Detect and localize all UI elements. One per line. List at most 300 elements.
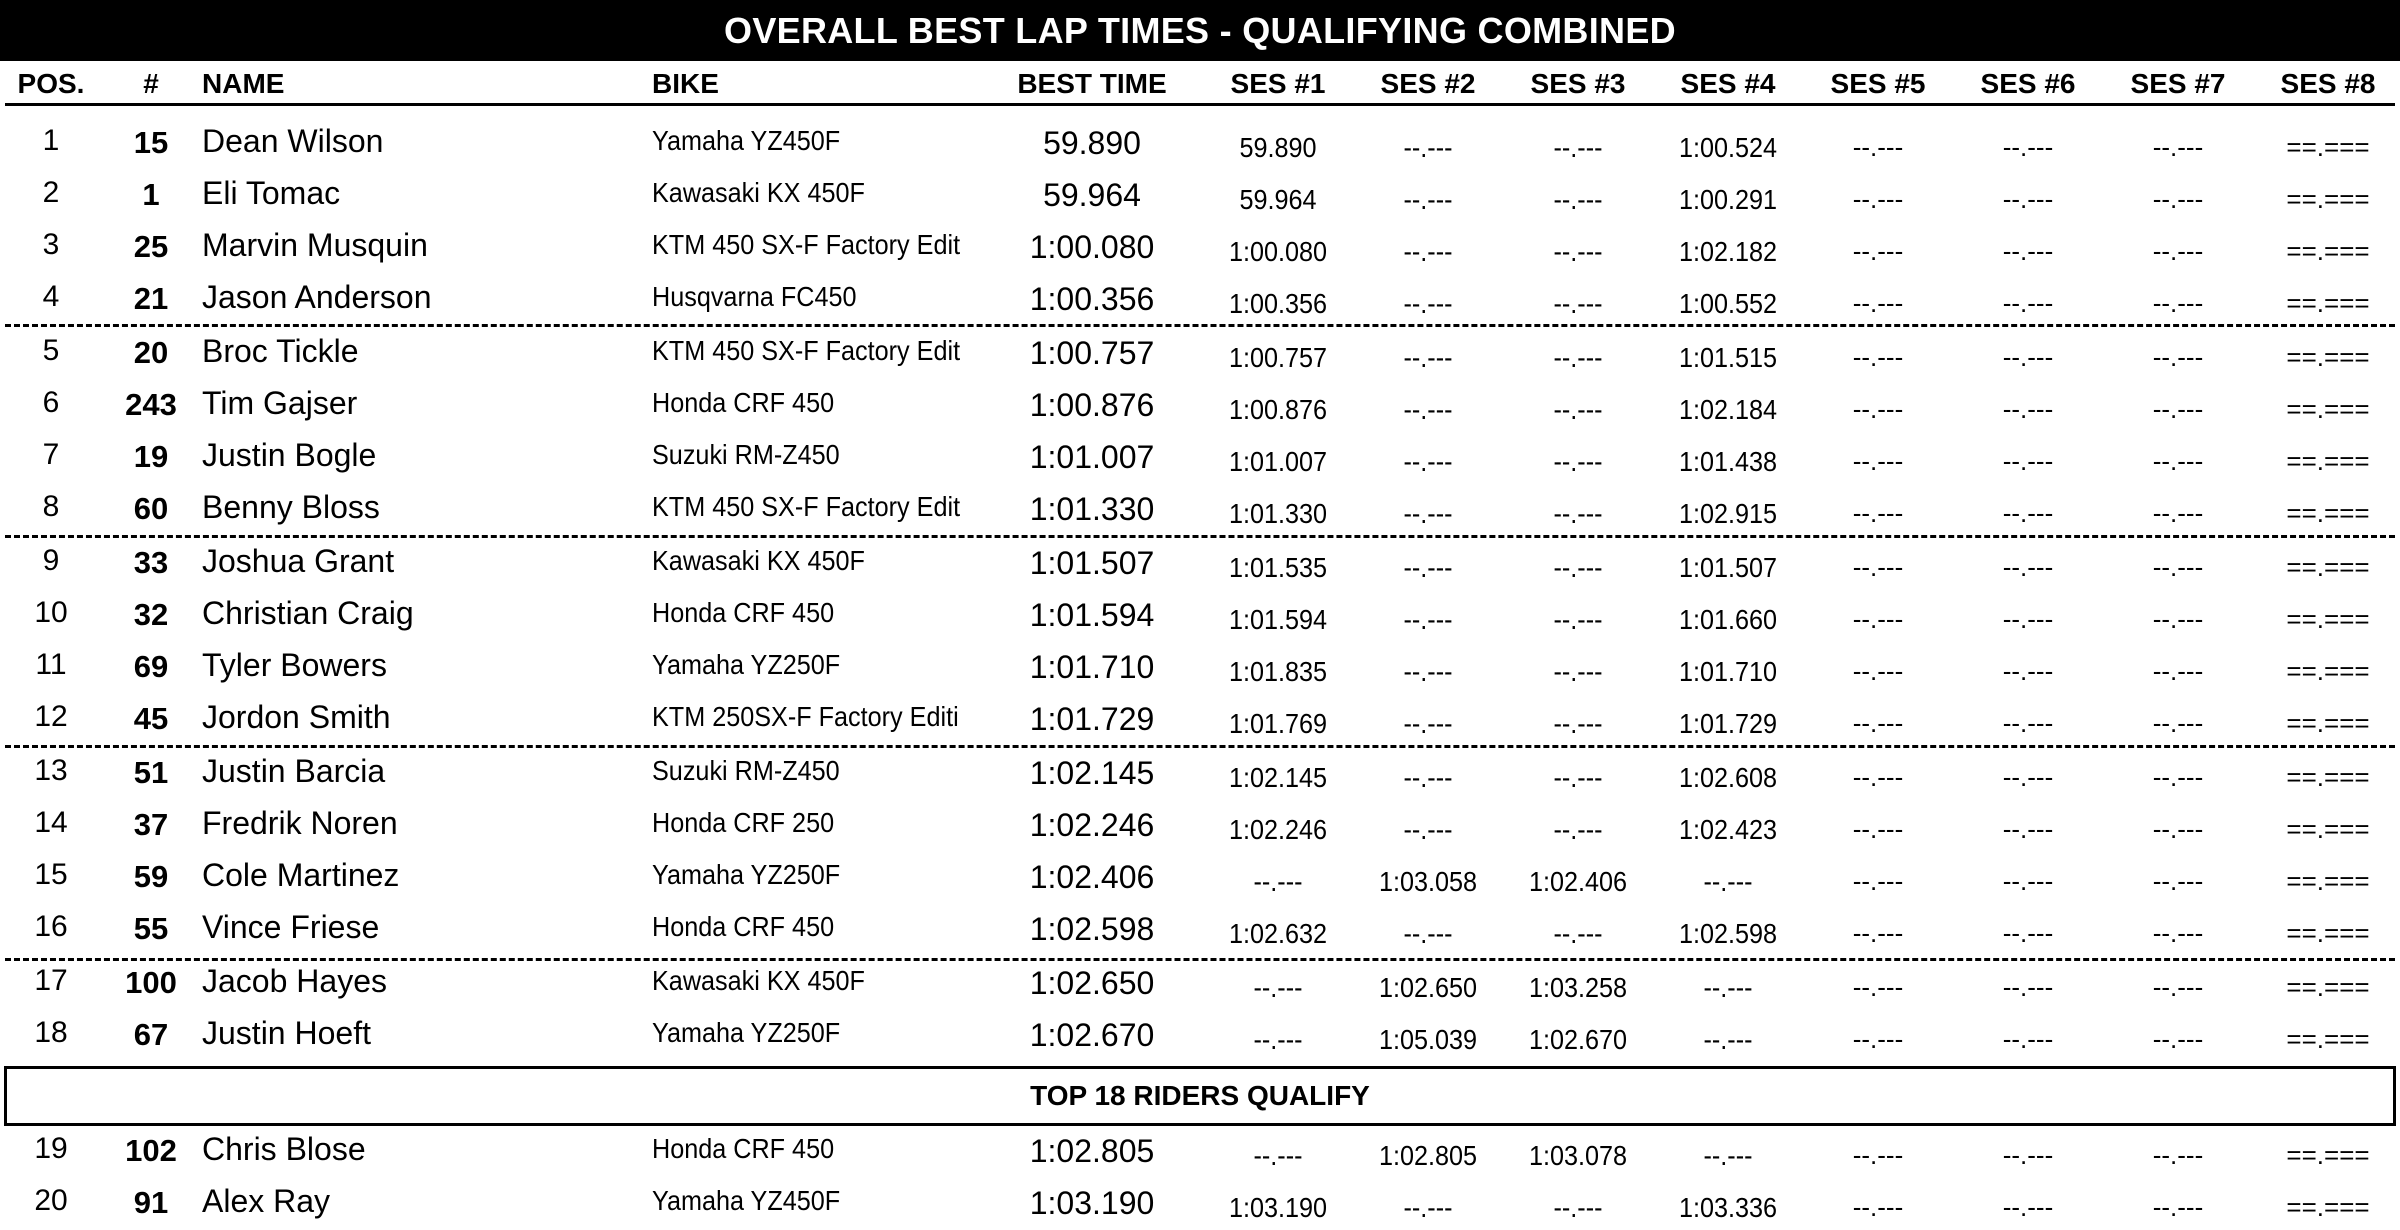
ses7-cell: --.--- (2152, 342, 2204, 372)
table-row (0, 1010, 2400, 1062)
group-separator (5, 535, 2395, 538)
position-cell: 3 (42, 228, 60, 261)
ses3-cell: --.--- (1553, 394, 1603, 425)
ses8-cell: ==.=== (2286, 866, 2370, 896)
ses2-cell: 1:02.650 (1378, 972, 1478, 1003)
ses8-cell: ==.=== (2286, 708, 2370, 738)
position-cell: 2 (42, 176, 60, 209)
col-header-best-time: BEST TIME (1017, 68, 1167, 99)
rider-number-cell: 21 (133, 281, 169, 316)
rider-number-cell: 100 (125, 965, 177, 1000)
ses6-cell: --.--- (2002, 552, 2054, 582)
ses1-cell: 1:00.876 (1228, 394, 1328, 425)
bike-cell: KTM 450 SX-F Factory Edit (652, 229, 961, 260)
rider-name-cell: Jacob Hayes (202, 963, 387, 999)
rider-name-cell: Dean Wilson (202, 123, 384, 159)
ses7-cell: --.--- (2152, 184, 2204, 214)
col-header-name: NAME (202, 68, 285, 99)
table-row (0, 800, 2400, 852)
ses7-cell: --.--- (2152, 762, 2204, 792)
ses5-cell: --.--- (1852, 918, 1904, 948)
ses8-cell: ==.=== (2286, 972, 2370, 1002)
ses4-cell: --.--- (1703, 866, 1753, 897)
rider-number-cell: 243 (125, 387, 177, 422)
ses3-cell: --.--- (1553, 762, 1603, 793)
table-row (0, 642, 2400, 694)
table-row (0, 1178, 2400, 1230)
ses2-cell: --.--- (1403, 184, 1453, 215)
ses8-cell: ==.=== (2286, 1192, 2370, 1222)
ses5-cell: --.--- (1852, 236, 1904, 266)
ses4-cell: 1:01.710 (1678, 656, 1778, 687)
ses7-cell: --.--- (2152, 236, 2204, 266)
ses5-cell: --.--- (1852, 866, 1904, 896)
ses5-cell: --.--- (1852, 1140, 1904, 1170)
best-time-cell: 1:02.246 (1029, 807, 1155, 843)
col-header-ses1: SES #1 (1230, 68, 1326, 99)
ses6-cell: --.--- (2002, 498, 2054, 528)
best-time-cell: 1:02.406 (1029, 859, 1155, 895)
position-cell: 10 (34, 596, 68, 629)
best-time-cell: 1:01.330 (1029, 491, 1155, 527)
ses8-cell: ==.=== (2286, 132, 2370, 162)
table-row (0, 1126, 2400, 1178)
bike-cell: Suzuki RM-Z450 (652, 755, 840, 786)
ses1-cell: 59.964 (1239, 184, 1317, 215)
table-row (0, 170, 2400, 222)
group-separator (5, 324, 2395, 327)
bike-cell: KTM 450 SX-F Factory Edit (652, 335, 961, 366)
ses6-cell: --.--- (2002, 972, 2054, 1002)
group-separator (5, 958, 2395, 961)
ses4-cell: --.--- (1703, 972, 1753, 1003)
ses7-cell: --.--- (2152, 552, 2204, 582)
ses3-cell: --.--- (1553, 236, 1603, 267)
rider-number-cell: 32 (133, 597, 169, 632)
ses4-cell: 1:01.515 (1678, 342, 1778, 373)
ses8-cell: ==.=== (2286, 814, 2370, 844)
ses2-cell: --.--- (1403, 814, 1453, 845)
ses2-cell: --.--- (1403, 762, 1453, 793)
best-time-cell: 1:00.080 (1029, 229, 1155, 265)
ses8-cell: ==.=== (2286, 762, 2370, 792)
rider-number-cell: 1 (142, 177, 160, 212)
ses4-cell: --.--- (1703, 1140, 1753, 1171)
bike-cell: Honda CRF 450 (652, 387, 835, 418)
col-header-ses5: SES #5 (1830, 68, 1926, 99)
ses5-cell: --.--- (1852, 288, 1904, 318)
rider-number-cell: 37 (133, 807, 169, 842)
col-header-ses8: SES #8 (2280, 68, 2376, 99)
position-cell: 5 (42, 334, 60, 367)
rider-name-cell: Justin Barcia (202, 753, 386, 789)
ses5-cell: --.--- (1852, 498, 1904, 528)
table-row (0, 274, 2400, 326)
rider-name-cell: Benny Bloss (202, 489, 380, 525)
col-header-pos: POS. (17, 68, 85, 99)
rider-number-cell: 45 (133, 701, 169, 736)
ses6-cell: --.--- (2002, 814, 2054, 844)
best-time-cell: 1:01.729 (1029, 701, 1155, 737)
position-cell: 6 (42, 386, 60, 419)
ses4-cell: 1:02.608 (1678, 762, 1778, 793)
ses8-cell: ==.=== (2286, 184, 2370, 214)
position-cell: 13 (34, 754, 68, 787)
ses1-cell: 1:01.835 (1228, 656, 1328, 687)
ses2-cell: --.--- (1403, 1192, 1453, 1223)
position-cell: 15 (34, 858, 68, 891)
ses6-cell: --.--- (2002, 918, 2054, 948)
table-header (0, 64, 2400, 104)
ses3-cell: --.--- (1553, 604, 1603, 635)
rider-number-cell: 20 (133, 335, 169, 370)
rider-name-cell: Fredrik Noren (202, 805, 398, 841)
bike-cell: Yamaha YZ250F (652, 649, 841, 680)
bike-cell: Honda CRF 450 (652, 1133, 835, 1164)
ses6-cell: --.--- (2002, 342, 2054, 372)
ses3-cell: --.--- (1553, 446, 1603, 477)
rider-name-cell: Broc Tickle (202, 333, 359, 369)
rider-name-cell: Cole Martinez (202, 857, 400, 893)
bike-cell: Kawasaki KX 450F (652, 545, 865, 576)
ses5-cell: --.--- (1852, 1192, 1904, 1222)
rider-name-cell: Marvin Musquin (202, 227, 428, 263)
ses7-cell: --.--- (2152, 288, 2204, 318)
ses3-cell: --.--- (1553, 184, 1603, 215)
ses5-cell: --.--- (1852, 394, 1904, 424)
rider-name-cell: Justin Hoeft (202, 1015, 371, 1051)
ses5-cell: --.--- (1852, 342, 1904, 372)
ses7-cell: --.--- (2152, 866, 2204, 896)
ses7-cell: --.--- (2152, 918, 2204, 948)
table-row (0, 904, 2400, 956)
position-cell: 9 (42, 544, 60, 577)
best-time-cell: 59.890 (1043, 125, 1141, 161)
ses7-cell: --.--- (2152, 132, 2204, 162)
ses1-cell: 1:01.007 (1228, 446, 1328, 477)
ses5-cell: --.--- (1852, 132, 1904, 162)
bike-cell: KTM 450 SX-F Factory Edit (652, 491, 961, 522)
ses2-cell: 1:05.039 (1378, 1024, 1478, 1055)
position-cell: 17 (34, 964, 68, 997)
ses7-cell: --.--- (2152, 814, 2204, 844)
ses6-cell: --.--- (2002, 762, 2054, 792)
ses8-cell: ==.=== (2286, 236, 2370, 266)
ses2-cell: --.--- (1403, 656, 1453, 687)
ses1-cell: --.--- (1253, 866, 1303, 897)
rider-number-cell: 59 (133, 859, 169, 894)
ses1-cell: 1:02.145 (1228, 762, 1328, 793)
bike-cell: Honda CRF 450 (652, 597, 835, 628)
ses8-cell: ==.=== (2286, 288, 2370, 318)
ses3-cell: --.--- (1553, 918, 1603, 949)
ses8-cell: ==.=== (2286, 656, 2370, 686)
bike-cell: Honda CRF 450 (652, 911, 835, 942)
rider-name-cell: Jason Anderson (202, 279, 432, 315)
ses2-cell: --.--- (1403, 918, 1453, 949)
ses4-cell: 1:01.438 (1678, 446, 1778, 477)
ses6-cell: --.--- (2002, 184, 2054, 214)
ses5-cell: --.--- (1852, 708, 1904, 738)
col-header-ses6: SES #6 (1980, 68, 2076, 99)
table-row (0, 118, 2400, 170)
best-time-cell: 1:00.757 (1029, 335, 1155, 371)
best-time-cell: 1:02.145 (1029, 755, 1155, 791)
ses4-cell: 1:01.507 (1678, 552, 1778, 583)
best-time-cell: 1:00.876 (1029, 387, 1155, 423)
ses6-cell: --.--- (2002, 1024, 2054, 1054)
ses7-cell: --.--- (2152, 708, 2204, 738)
ses4-cell: 1:01.660 (1678, 604, 1778, 635)
ses2-cell: --.--- (1403, 394, 1453, 425)
ses6-cell: --.--- (2002, 288, 2054, 318)
table-row (0, 484, 2400, 536)
ses1-cell: 1:02.632 (1228, 918, 1328, 949)
ses7-cell: --.--- (2152, 1140, 2204, 1170)
best-time-cell: 1:01.594 (1029, 597, 1155, 633)
rider-number-cell: 55 (133, 911, 169, 946)
ses5-cell: --.--- (1852, 814, 1904, 844)
rider-number-cell: 60 (133, 491, 169, 526)
ses7-cell: --.--- (2152, 656, 2204, 686)
ses2-cell: --.--- (1403, 236, 1453, 267)
ses1-cell: 1:02.246 (1228, 814, 1328, 845)
rider-number-cell: 69 (133, 649, 169, 684)
ses1-cell: --.--- (1253, 1140, 1303, 1171)
col-header-ses7: SES #7 (2130, 68, 2226, 99)
table-row (0, 694, 2400, 746)
position-cell: 19 (34, 1132, 68, 1165)
ses8-cell: ==.=== (2286, 918, 2370, 948)
rider-name-cell: Christian Craig (202, 595, 414, 631)
position-cell: 12 (34, 700, 68, 733)
ses5-cell: --.--- (1852, 972, 1904, 1002)
bike-cell: Husqvarna FC450 (652, 281, 857, 312)
position-cell: 4 (42, 280, 60, 313)
ses1-cell: 1:00.356 (1228, 288, 1328, 319)
ses1-cell: --.--- (1253, 1024, 1303, 1055)
position-cell: 8 (42, 490, 60, 523)
rider-number-cell: 102 (125, 1133, 177, 1168)
bike-cell: Kawasaki KX 450F (652, 177, 865, 208)
position-cell: 1 (42, 124, 60, 157)
ses4-cell: 1:00.552 (1678, 288, 1778, 319)
table-row (0, 328, 2400, 380)
rider-name-cell: Tim Gajser (202, 385, 358, 421)
ses4-cell: 1:00.524 (1678, 132, 1778, 163)
ses2-cell: --.--- (1403, 498, 1453, 529)
ses4-cell: 1:02.915 (1678, 498, 1778, 529)
best-time-cell: 1:02.598 (1029, 911, 1155, 947)
best-time-cell: 1:02.805 (1029, 1133, 1155, 1169)
best-time-cell: 59.964 (1043, 177, 1141, 213)
page-title: OVERALL BEST LAP TIMES - QUALIFYING COMBINED (0, 0, 2400, 61)
ses2-cell: --.--- (1403, 132, 1453, 163)
ses2-cell: --.--- (1403, 288, 1453, 319)
rider-number-cell: 15 (133, 125, 169, 160)
rider-name-cell: Tyler Bowers (202, 647, 387, 683)
table-row (0, 852, 2400, 904)
table-row (0, 538, 2400, 590)
ses8-cell: ==.=== (2286, 498, 2370, 528)
ses1-cell: 1:01.330 (1228, 498, 1328, 529)
ses4-cell: 1:01.729 (1678, 708, 1778, 739)
best-time-cell: 1:00.356 (1029, 281, 1155, 317)
position-cell: 14 (34, 806, 68, 839)
rider-name-cell: Joshua Grant (202, 543, 395, 579)
ses3-cell: 1:03.258 (1528, 972, 1628, 1003)
qualify-cutoff-banner: TOP 18 RIDERS QUALIFY (4, 1066, 2396, 1126)
ses3-cell: 1:02.406 (1528, 866, 1628, 897)
table-row (0, 432, 2400, 484)
ses8-cell: ==.=== (2286, 394, 2370, 424)
table-row (0, 958, 2400, 1010)
ses3-cell: --.--- (1553, 288, 1603, 319)
group-separator (5, 745, 2395, 748)
ses7-cell: --.--- (2152, 446, 2204, 476)
ses1-cell: 1:00.757 (1228, 342, 1328, 373)
ses8-cell: ==.=== (2286, 1140, 2370, 1170)
bike-cell: Kawasaki KX 450F (652, 965, 865, 996)
rider-number-cell: 33 (133, 545, 169, 580)
rider-name-cell: Eli Tomac (202, 175, 341, 211)
ses1-cell: 1:01.535 (1228, 552, 1328, 583)
ses5-cell: --.--- (1852, 446, 1904, 476)
ses6-cell: --.--- (2002, 446, 2054, 476)
rider-name-cell: Alex Ray (202, 1183, 331, 1219)
ses1-cell: 59.890 (1239, 132, 1317, 163)
ses6-cell: --.--- (2002, 1140, 2054, 1170)
col-header-ses2: SES #2 (1380, 68, 1476, 99)
rider-name-cell: Chris Blose (202, 1131, 366, 1167)
ses6-cell: --.--- (2002, 132, 2054, 162)
ses7-cell: --.--- (2152, 604, 2204, 634)
ses4-cell: 1:03.336 (1678, 1192, 1778, 1223)
best-time-cell: 1:02.670 (1029, 1017, 1155, 1053)
ses5-cell: --.--- (1852, 604, 1904, 634)
best-time-cell: 1:03.190 (1029, 1185, 1155, 1221)
rider-name-cell: Vince Friese (202, 909, 380, 945)
ses4-cell: 1:00.291 (1678, 184, 1778, 215)
rider-name-cell: Justin Bogle (202, 437, 377, 473)
ses7-cell: --.--- (2152, 972, 2204, 1002)
ses1-cell: 1:03.190 (1228, 1192, 1328, 1223)
rider-number-cell: 91 (133, 1185, 169, 1220)
best-time-cell: 1:02.650 (1029, 965, 1155, 1001)
ses4-cell: 1:02.182 (1678, 236, 1778, 267)
table-row (0, 748, 2400, 800)
ses5-cell: --.--- (1852, 1024, 1904, 1054)
col-header-ses4: SES #4 (1680, 68, 1776, 99)
ses6-cell: --.--- (2002, 656, 2054, 686)
col-header-ses3: SES #3 (1530, 68, 1626, 99)
ses7-cell: --.--- (2152, 1192, 2204, 1222)
best-time-cell: 1:01.007 (1029, 439, 1155, 475)
ses2-cell: --.--- (1403, 552, 1453, 583)
best-time-cell: 1:01.710 (1029, 649, 1155, 685)
ses6-cell: --.--- (2002, 708, 2054, 738)
ses3-cell: --.--- (1553, 552, 1603, 583)
ses3-cell: --.--- (1553, 498, 1603, 529)
ses7-cell: --.--- (2152, 1024, 2204, 1054)
ses8-cell: ==.=== (2286, 604, 2370, 634)
ses8-cell: ==.=== (2286, 1024, 2370, 1054)
position-cell: 7 (42, 438, 60, 471)
ses1-cell: --.--- (1253, 972, 1303, 1003)
ses1-cell: 1:01.769 (1228, 708, 1328, 739)
ses3-cell: 1:02.670 (1528, 1024, 1628, 1055)
table-row (0, 380, 2400, 432)
bike-cell: Yamaha YZ250F (652, 1017, 841, 1048)
position-cell: 20 (34, 1184, 68, 1217)
col-header-number: # (143, 68, 159, 99)
ses1-cell: 1:01.594 (1228, 604, 1328, 635)
ses1-cell: 1:00.080 (1228, 236, 1328, 267)
bike-cell: KTM 250SX-F Factory Editi (652, 701, 959, 732)
bike-cell: Honda CRF 250 (652, 807, 835, 838)
bike-cell: Yamaha YZ450F (652, 1185, 841, 1216)
ses3-cell: --.--- (1553, 656, 1603, 687)
rider-name-cell: Jordon Smith (202, 699, 391, 735)
ses3-cell: --.--- (1553, 132, 1603, 163)
position-cell: 11 (35, 648, 67, 681)
ses5-cell: --.--- (1852, 552, 1904, 582)
table-row (0, 590, 2400, 642)
ses4-cell: 1:02.423 (1678, 814, 1778, 845)
ses5-cell: --.--- (1852, 656, 1904, 686)
rider-number-cell: 67 (133, 1017, 169, 1052)
ses4-cell: 1:02.598 (1678, 918, 1778, 949)
ses2-cell: --.--- (1403, 446, 1453, 477)
ses5-cell: --.--- (1852, 762, 1904, 792)
ses2-cell: --.--- (1403, 708, 1453, 739)
col-header-bike: BIKE (652, 68, 719, 99)
ses8-cell: ==.=== (2286, 342, 2370, 372)
ses6-cell: --.--- (2002, 236, 2054, 266)
best-time-cell: 1:01.507 (1029, 545, 1155, 581)
ses6-cell: --.--- (2002, 1192, 2054, 1222)
rider-number-cell: 19 (133, 439, 169, 474)
ses4-cell: --.--- (1703, 1024, 1753, 1055)
rider-number-cell: 25 (133, 229, 169, 264)
header-divider (5, 103, 2395, 106)
bike-cell: Suzuki RM-Z450 (652, 439, 840, 470)
bike-cell: Yamaha YZ450F (652, 125, 841, 156)
ses2-cell: 1:02.805 (1378, 1140, 1478, 1171)
ses3-cell: --.--- (1553, 814, 1603, 845)
ses6-cell: --.--- (2002, 394, 2054, 424)
ses2-cell: --.--- (1403, 604, 1453, 635)
ses5-cell: --.--- (1852, 184, 1904, 214)
ses7-cell: --.--- (2152, 498, 2204, 528)
table-row (0, 222, 2400, 274)
rider-number-cell: 51 (133, 755, 169, 790)
position-cell: 18 (34, 1016, 68, 1049)
ses4-cell: 1:02.184 (1678, 394, 1778, 425)
bike-cell: Yamaha YZ250F (652, 859, 841, 890)
ses2-cell: --.--- (1403, 342, 1453, 373)
ses7-cell: --.--- (2152, 394, 2204, 424)
ses3-cell: --.--- (1553, 708, 1603, 739)
ses3-cell: 1:03.078 (1528, 1140, 1628, 1171)
ses8-cell: ==.=== (2286, 446, 2370, 476)
ses6-cell: --.--- (2002, 604, 2054, 634)
ses2-cell: 1:03.058 (1378, 866, 1478, 897)
ses8-cell: ==.=== (2286, 552, 2370, 582)
ses6-cell: --.--- (2002, 866, 2054, 896)
ses3-cell: --.--- (1553, 1192, 1603, 1223)
position-cell: 16 (34, 910, 68, 943)
